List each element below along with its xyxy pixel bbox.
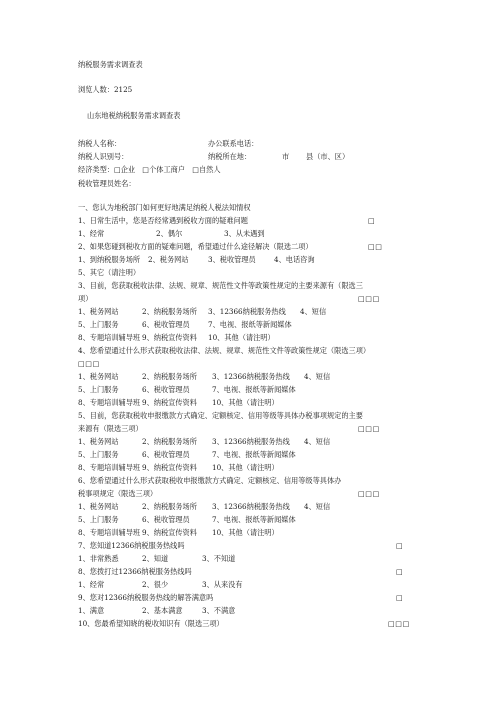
option: 9、纳税宣传资料 xyxy=(142,333,197,342)
econ-nature-line: 经济类型：□企业 □个体工商户 □自然人 xyxy=(78,165,221,174)
option: 2、基本满意 xyxy=(142,606,183,615)
taxpayer-id-label: 纳税人识别号： xyxy=(78,152,129,161)
doc-title: 纳税服务需求调查表 xyxy=(78,60,143,69)
option: 5、上门服务 xyxy=(78,385,119,394)
section-heading: 一、您认为地税部门如何更好地满足纳税人税法知情权 xyxy=(78,203,251,212)
question-7-text: 7、您知道12366纳税服务热线吗 xyxy=(78,541,185,550)
question-8-text: 8、您拨打过12366纳税服务热线吗 xyxy=(78,567,192,576)
option: 6、税收管理员 xyxy=(142,515,190,524)
question-10-text: 10、您最希望知晓的税收知识有（限选三项） xyxy=(78,619,224,628)
option: 8、专题培训辅导班 xyxy=(78,398,141,407)
option: 3、不满意 xyxy=(202,606,236,615)
option: 10、其他（请注明） xyxy=(212,528,279,537)
option: 3、12366纳税服务热线 xyxy=(212,372,290,381)
option: 7、电视、报纸等新闻媒体 xyxy=(212,515,296,524)
question-1-text: 1、日常生活中，您是否经常遇到税收方面的疑难问题 xyxy=(78,216,248,225)
option: 3、12366纳税服务热线 xyxy=(208,307,286,316)
option: 3、12366纳税服务热线 xyxy=(212,502,290,511)
answer-checkbox[interactable]: □□□ xyxy=(78,359,100,368)
county-label: 县（市、区） xyxy=(306,152,350,161)
option: 7、电视、报纸等新闻媒体 xyxy=(212,385,296,394)
option: 3、从未遇到 xyxy=(224,229,265,238)
answer-checkbox[interactable]: □ xyxy=(396,593,404,602)
answer-checkbox[interactable]: □□ xyxy=(368,242,383,251)
answer-checkbox[interactable]: □ xyxy=(368,216,376,225)
option: 1、税务网站 xyxy=(78,437,119,446)
option: 4、短信 xyxy=(300,307,327,316)
answer-checkbox[interactable]: □□□ xyxy=(358,489,380,498)
question-6-text: 6、您希望通过什么形式获取税收申报缴款方式确定、定额核定、信用等级等具体办 xyxy=(78,476,342,485)
question-5-text-cont: 来源有（限选三项） xyxy=(78,424,143,433)
option: 8、专题培训辅导班 xyxy=(78,463,141,472)
option: 3、不知道 xyxy=(202,554,236,563)
option: 2、纳税服务场所 xyxy=(142,307,197,316)
answer-checkbox[interactable]: □ xyxy=(396,541,404,550)
option: 4、短信 xyxy=(304,372,331,381)
option: 9、纳税宣传资料 xyxy=(142,528,197,537)
option: 10、其他（请注明） xyxy=(208,333,275,342)
option: 1、税务网站 xyxy=(78,502,119,511)
option: 3、12366纳税服务热线 xyxy=(212,437,290,446)
option: 2、纳税服务场所 xyxy=(142,437,197,446)
option: 1、税务网站 xyxy=(78,372,119,381)
option: 7、电视、报纸等新闻媒体 xyxy=(208,320,292,329)
option: 4、短信 xyxy=(304,502,331,511)
question-9-text: 9、您对12366纳税服务热线的解答满意吗 xyxy=(78,593,214,602)
option: 2、税务网站 xyxy=(148,255,189,264)
option: 9、纳税宣传资料 xyxy=(142,398,197,407)
option: 4、电话咨询 xyxy=(274,255,315,264)
option: 1、税务网站 xyxy=(78,307,119,316)
city-label: 市 xyxy=(282,152,290,161)
option: 6、税收管理员 xyxy=(142,385,190,394)
taxpayer-location-label: 纳税所在地： xyxy=(208,152,252,161)
answer-checkbox[interactable]: □□□ xyxy=(388,619,410,628)
option: 1、经常 xyxy=(78,580,105,589)
option: 2、知道 xyxy=(142,554,169,563)
option: 5、上门服务 xyxy=(78,450,119,459)
officer-name-line: 税收管理员姓名： xyxy=(78,179,136,188)
option: 8、专题培训辅导班 xyxy=(78,528,141,537)
option: 10、其他（请注明） xyxy=(212,463,279,472)
view-count: 浏览人数：2125 xyxy=(78,85,133,94)
question-2-text: 2、如果您碰到税收方面的疑难问题，希望通过什么途径解决（限选二项） xyxy=(78,242,313,251)
option: 5、上门服务 xyxy=(78,515,119,524)
option: 1、满意 xyxy=(78,606,105,615)
option: 3、从来没有 xyxy=(202,580,243,589)
office-phone-label: 办公联系电话： xyxy=(208,139,259,148)
option: 1、到纳税服务场所 xyxy=(78,255,141,264)
option: 6、税收管理员 xyxy=(142,450,190,459)
question-5-text: 5、目前，您获取税收申报缴款方式确定、定额核定、信用等级等具体办税事项规定的主要 xyxy=(78,411,363,420)
question-4-text: 4、您希望通过什么形式获取税收法律、法规、规章、规范性文件等政策性规定（限选三项） xyxy=(78,346,371,355)
answer-checkbox[interactable]: □ xyxy=(396,567,404,576)
option: 3、税收管理员 xyxy=(208,255,256,264)
option: 10、其他（请注明） xyxy=(212,398,279,407)
option: 5、其它（请注明） xyxy=(78,268,141,277)
option: 2、偶尔 xyxy=(156,229,183,238)
option: 2、纳税服务场所 xyxy=(142,372,197,381)
option: 7、电视、报纸等新闻媒体 xyxy=(212,450,296,459)
option: 2、很少 xyxy=(142,580,169,589)
question-3-text-cont: 项） xyxy=(78,294,93,303)
question-6-text-cont: 税事项规定（限选三项） xyxy=(78,489,158,498)
option: 4、短信 xyxy=(304,437,331,446)
option: 2、纳税服务场所 xyxy=(142,502,197,511)
option: 1、非常熟悉 xyxy=(78,554,119,563)
option: 5、上门服务 xyxy=(78,320,119,329)
option: 8、专题培训辅导班 xyxy=(78,333,141,342)
form-subtitle: 山东地税纳税服务需求调查表 xyxy=(87,111,181,120)
option: 1、经常 xyxy=(78,229,105,238)
answer-checkbox[interactable]: □□□ xyxy=(358,424,380,433)
taxpayer-name-label: 纳税人名称： xyxy=(78,139,122,148)
option: 6、税收管理员 xyxy=(142,320,190,329)
answer-checkbox[interactable]: □□□ xyxy=(358,294,380,303)
question-3-text: 3、目前，您获取税收法律、法规、规章、规范性文件等政策性规定的主要来源有（限选三 xyxy=(78,281,363,290)
option: 9、纳税宣传资料 xyxy=(142,463,197,472)
